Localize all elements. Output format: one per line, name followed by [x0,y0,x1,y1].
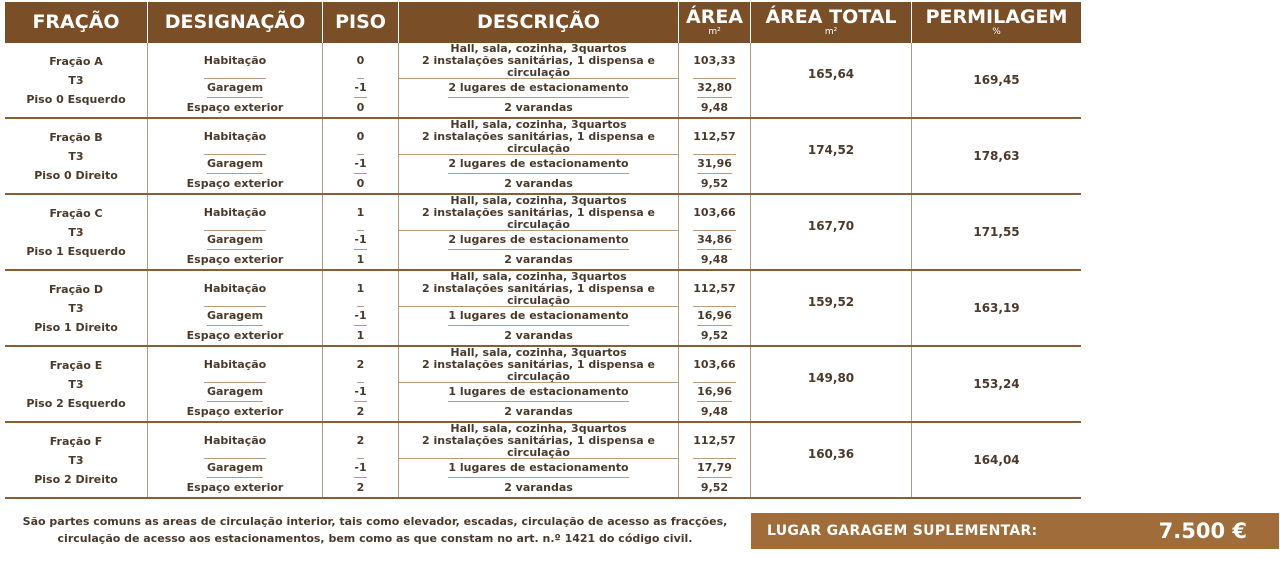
descricao-cell [399,271,678,307]
permilagem-cell [912,195,1081,269]
table-header [5,2,1081,43]
header-area-total-label: ÁREA TOTAL [765,6,897,28]
fraction-name: Fração C [49,206,103,220]
designacao-value: Habitação [203,205,267,219]
header-area [679,2,751,43]
fraction-group [5,43,1081,119]
area-cell [693,423,735,459]
piso-value: 2 [356,433,365,447]
designacao-cell [207,231,263,250]
descricao-line: 2 lugares de estacionamento [448,81,629,94]
fraction-type: T3 [68,453,84,467]
designacao-value: Espaço exterior [186,328,284,342]
fraction-cell [5,43,148,117]
area-cell [701,326,728,345]
area-cell [693,271,735,307]
header-descricao-label: DESCRIÇÃO [477,11,600,33]
designacao-value: Espaço exterior [186,404,284,418]
piso-column [323,43,399,117]
fraction-type: T3 [68,225,84,239]
descricao-line: 2 varandas [504,176,573,190]
area-cell [701,174,728,193]
area-value: 9,52 [700,176,729,190]
piso-value: -1 [354,309,367,322]
descricao-line: Hall, sala, cozinha, 3quartos [450,41,627,55]
designacao-value: Espaço exterior [186,480,284,494]
permilagem-cell [912,119,1081,193]
area-column [679,195,751,269]
descricao-line: 2 varandas [504,480,573,494]
area-total-cell [751,271,912,345]
header-permilagem-unit: % [992,27,1001,37]
common-parts-note: São partes comuns as areas de circulação interior, tais como elevador, escadas, circulação de acesso as fracções, circulação de acesso aos estacionamentos, bem como as que constam no art. n.º 1421 do código civil. [22,515,728,545]
designacao-value: Garagem [206,385,264,398]
descricao-line: 2 instalações sanitárias, 1 dispensa e circulação [422,129,655,155]
header-descricao [399,2,679,43]
header-fracao [5,2,148,43]
descricao-line: 2 instalações sanitárias, 1 dispensa e circulação [422,205,655,231]
designacao-column [148,347,323,421]
descricao-cell [504,478,573,497]
area-cell [697,459,732,478]
area-value: 16,96 [697,309,732,322]
area-cell [697,155,732,174]
piso-cell [354,307,366,326]
descricao-line: 2 instalações sanitárias, 1 dispensa e circulação [422,357,655,383]
area-total-cell [751,119,912,193]
designacao-value: Espaço exterior [186,100,284,114]
descricao-column [399,119,679,193]
piso-cell [354,459,366,478]
piso-cell [357,402,365,421]
descricao-cell [504,250,573,269]
fraction-name: Fração E [49,358,103,372]
piso-value: -1 [354,461,367,474]
designacao-value: Habitação [203,433,267,447]
descricao-line: Hall, sala, cozinha, 3quartos [450,117,627,131]
fraction-floor: Piso 2 Esquerdo [26,396,126,410]
header-piso-label: PISO [335,11,386,33]
piso-column [323,347,399,421]
designacao-cell [207,383,263,402]
area-total-value: 160,36 [807,447,855,461]
area-value: 9,48 [700,404,729,418]
descricao-line: 2 instalações sanitárias, 1 dispensa e circulação [422,281,655,307]
area-value: 112,57 [693,129,736,143]
designacao-cell [204,119,266,155]
designacao-value: Habitação [203,357,267,371]
descricao-cell [448,79,628,98]
piso-column [323,423,399,497]
descricao-column [399,271,679,345]
area-cell [701,250,728,269]
fraction-name: Fração D [48,282,104,296]
designacao-column [148,271,323,345]
designacao-cell [207,155,263,174]
descricao-line: 2 varandas [504,252,573,266]
header-area-unit: m² [708,27,721,37]
designacao-column [148,119,323,193]
piso-column [323,195,399,269]
area-cell [701,98,728,117]
area-value: 9,48 [700,252,729,266]
extra-parking-price: 7.500 € [1158,519,1247,543]
descricao-column [399,423,679,497]
header-permilagem-label: PERMILAGEM [925,6,1068,28]
descricao-line: 2 instalações sanitárias, 1 dispensa e circulação [422,433,655,459]
designacao-column [148,195,323,269]
header-area-label: ÁREA [685,6,744,28]
permilagem-value: 163,19 [973,301,1020,315]
descricao-line: Hall, sala, cozinha, 3quartos [450,193,627,207]
fraction-type: T3 [68,73,84,87]
permilagem-value: 164,04 [973,453,1020,467]
fraction-type: T3 [68,149,84,163]
area-value: 34,86 [697,233,732,246]
piso-value: 0 [356,53,365,67]
descricao-cell [448,155,628,174]
header-area-total [751,2,912,43]
piso-cell [357,423,365,459]
area-cell [697,307,732,326]
designacao-value: Garagem [206,81,264,94]
fraction-floor: Piso 2 Direito [34,472,118,486]
piso-cell [357,478,365,497]
designacao-column [148,43,323,117]
area-column [679,423,751,497]
area-value: 32,80 [697,81,732,94]
descricao-cell [399,119,678,155]
designacao-value: Garagem [206,461,264,474]
designacao-cell [187,402,284,421]
descricao-cell [399,347,678,383]
area-cell [693,347,735,383]
piso-value: 0 [356,129,365,143]
piso-value: 1 [356,205,365,219]
descricao-cell [504,326,573,345]
designacao-cell [187,174,284,193]
area-value: 9,52 [700,328,729,342]
designacao-value: Habitação [203,53,267,67]
descricao-line: 2 lugares de estacionamento [448,233,629,246]
descricao-cell [504,98,573,117]
area-cell [693,195,735,231]
header-designacao [148,2,323,43]
area-value: 17,79 [697,461,732,474]
piso-cell [357,250,365,269]
descricao-line: 2 varandas [504,100,573,114]
permilagem-cell [912,271,1081,345]
descricao-cell [448,307,628,326]
designacao-cell [207,307,263,326]
permilagem-value: 169,45 [973,73,1020,87]
fraction-group [5,423,1081,499]
piso-column [323,271,399,345]
descricao-line: 1 lugares de estacionamento [448,309,629,322]
designacao-cell [204,423,266,459]
designacao-value: Garagem [206,309,264,322]
area-total-value: 167,70 [807,219,855,233]
descricao-column [399,347,679,421]
descricao-line: 1 lugares de estacionamento [448,461,629,474]
piso-cell [354,79,366,98]
designacao-cell [187,326,284,345]
piso-cell [357,119,365,155]
area-value: 16,96 [697,385,732,398]
fraction-type: T3 [68,377,84,391]
permilagem-cell [912,423,1081,497]
area-cell [697,79,732,98]
fraction-group [5,195,1081,271]
designacao-cell [187,478,284,497]
descricao-column [399,43,679,117]
area-cell [701,402,728,421]
piso-cell [354,231,366,250]
area-total-value: 174,52 [807,143,855,157]
header-area-total-unit: m² [824,27,838,37]
fraction-floor: Piso 0 Direito [34,168,118,182]
descricao-column [399,195,679,269]
descricao-cell [504,174,573,193]
piso-cell [354,155,366,174]
area-column [679,271,751,345]
area-value: 103,33 [693,53,736,67]
fraction-group [5,271,1081,347]
designacao-value: Habitação [203,281,267,295]
area-value: 103,66 [693,357,736,371]
piso-value: -1 [354,385,367,398]
header-fracao-label: FRAÇÃO [32,11,120,33]
area-value: 9,48 [700,100,729,114]
area-cell [693,119,735,155]
header-designacao-label: DESIGNAÇÃO [164,11,306,33]
descricao-line: 2 varandas [504,404,573,418]
area-cell [697,383,732,402]
descricao-cell [399,423,678,459]
area-total-cell [751,195,912,269]
fraction-cell [5,119,148,193]
fraction-cell [5,195,148,269]
descricao-line: 1 lugares de estacionamento [448,385,629,398]
designacao-value: Garagem [206,233,264,246]
area-cell [697,231,732,250]
fraction-floor: Piso 1 Direito [34,320,118,334]
header-piso [323,2,399,43]
designacao-cell [204,195,266,231]
area-total-value: 165,64 [807,67,855,81]
piso-cell [357,174,365,193]
descricao-cell [399,43,678,79]
fraction-name: Fração F [49,434,103,448]
area-total-value: 159,52 [807,295,855,309]
fraction-cell [5,423,148,497]
fraction-cell [5,347,148,421]
piso-column [323,119,399,193]
designacao-cell [187,98,284,117]
permilagem-value: 153,24 [973,377,1020,391]
area-value: 112,57 [693,433,736,447]
fractions-table [5,2,1081,499]
descricao-cell [504,402,573,421]
designacao-value: Espaço exterior [186,252,284,266]
descricao-line: Hall, sala, cozinha, 3quartos [450,269,627,283]
fraction-floor: Piso 1 Esquerdo [26,244,126,258]
designacao-cell [207,459,263,478]
permilagem-value: 171,55 [973,225,1020,239]
piso-cell [357,271,365,307]
designacao-value: Garagem [206,157,264,170]
piso-value: 2 [356,357,365,371]
table-body [5,43,1081,499]
piso-cell [357,195,365,231]
designacao-column [148,423,323,497]
designacao-cell [204,347,266,383]
area-value: 31,96 [697,157,732,170]
fraction-name: Fração A [49,54,103,68]
designacao-value: Espaço exterior [186,176,284,190]
area-total-cell [751,43,912,117]
header-permilagem [912,2,1081,43]
descricao-line: Hall, sala, cozinha, 3quartos [450,421,627,435]
permilagem-cell [912,347,1081,421]
area-column [679,347,751,421]
descricao-line: 2 lugares de estacionamento [448,157,629,170]
piso-value: 2 [356,404,365,418]
descricao-cell [448,383,628,402]
area-value: 103,66 [693,205,736,219]
piso-cell [357,98,365,117]
piso-value: 1 [356,252,365,266]
piso-value: -1 [354,233,367,246]
designacao-value: Habitação [203,129,267,143]
piso-value: -1 [354,157,367,170]
piso-value: 0 [356,100,365,114]
descricao-cell [399,195,678,231]
piso-cell [357,326,365,345]
fraction-group [5,119,1081,195]
descricao-line: Hall, sala, cozinha, 3quartos [450,345,627,359]
extra-parking-label: LUGAR GARAGEM SUPLEMENTAR: [767,523,1038,539]
piso-value: 1 [356,281,365,295]
area-total-cell [751,423,912,497]
piso-value: -1 [354,81,367,94]
piso-cell [357,43,365,79]
area-total-value: 149,80 [807,371,855,385]
area-column [679,43,751,117]
descricao-cell [448,231,628,250]
designacao-cell [187,250,284,269]
piso-cell [354,383,366,402]
fraction-cell [5,271,148,345]
descricao-line: 2 varandas [504,328,573,342]
permilagem-cell [912,43,1081,117]
piso-value: 1 [356,328,365,342]
fraction-group [5,347,1081,423]
piso-value: 2 [356,480,365,494]
designacao-cell [204,43,266,79]
fraction-name: Fração B [49,130,103,144]
area-value: 9,52 [700,480,729,494]
fraction-type: T3 [68,301,84,315]
area-cell [693,43,735,79]
area-cell [701,478,728,497]
area-total-cell [751,347,912,421]
designacao-cell [207,79,263,98]
descricao-cell [448,459,628,478]
permilagem-value: 178,63 [973,149,1020,163]
area-value: 112,57 [693,281,736,295]
extra-parking-banner [751,513,1279,549]
piso-value: 0 [356,176,365,190]
piso-cell [357,347,365,383]
area-column [679,119,751,193]
designacao-cell [204,271,266,307]
fraction-floor: Piso 0 Esquerdo [26,92,126,106]
descricao-line: 2 instalações sanitárias, 1 dispensa e circulação [422,53,655,79]
